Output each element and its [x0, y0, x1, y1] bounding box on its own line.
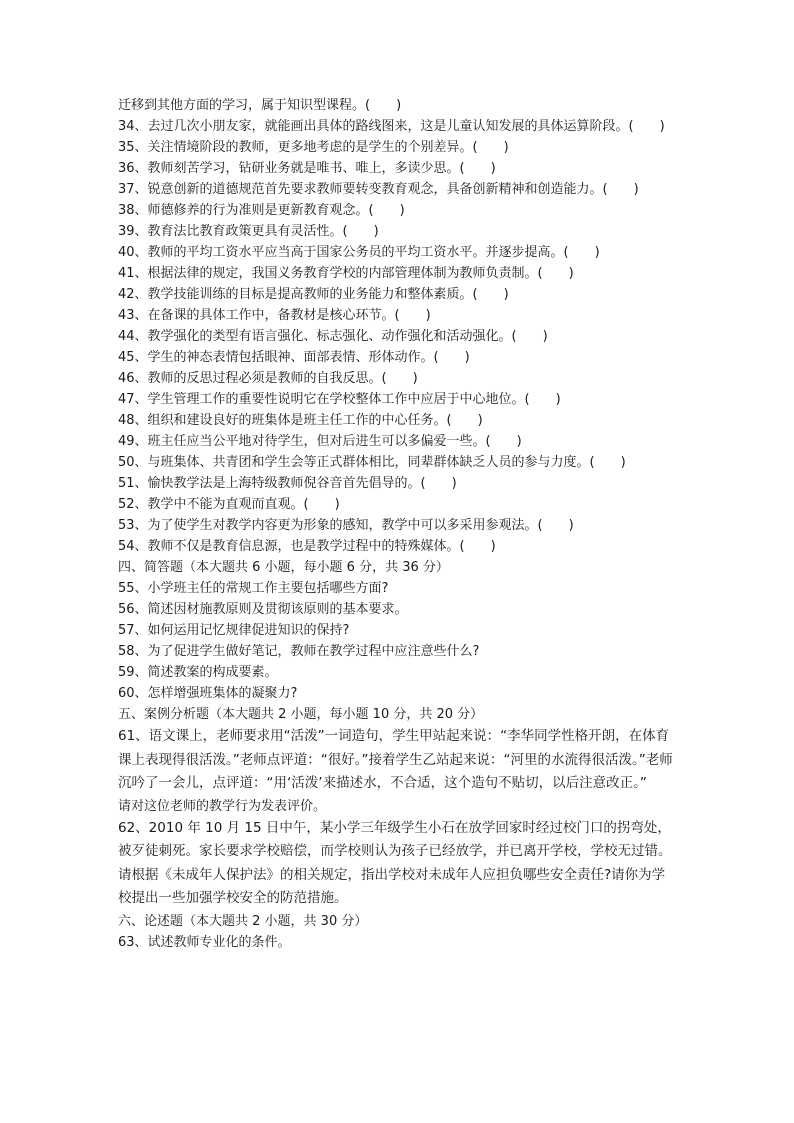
section-heading-case-analysis: 五、案例分析题（本大题共 2 小题，每小题 10 分，共 20 分） [118, 707, 484, 722]
question-45: 45、学生的神态表情包括眼神、面部表情、形体动作。( ) [118, 350, 470, 365]
question-40: 40、教师的平均工资水平应当高于国家公务员的平均工资水平。并逐步提高。( ) [118, 245, 600, 260]
question-42: 42、教学技能训练的目标是提高教师的业务能力和整体素质。( ) [118, 287, 509, 302]
question-50: 50、与班集体、共青团和学生会等正式群体相比，同辈群体缺乏人员的参与力度。( ) [118, 455, 626, 470]
question-47: 47、学生管理工作的重要性说明它在学校整体工作中应居于中心地位。( ) [118, 392, 561, 407]
question-61-prompt: 请对这位老师的教学行为发表评价。 [118, 798, 327, 814]
question-48: 48、组织和建设良好的班集体是班主任工作的中心任务。( ) [118, 413, 483, 428]
question-43: 43、在备课的具体工作中，备教材是核心环节。( ) [118, 308, 431, 323]
question-39: 39、教育法比教育政策更具有灵活性。( ) [118, 224, 379, 239]
question-52: 52、教学中不能为直观而直观。( ) [118, 497, 340, 512]
question-59: 59、简述教案的构成要素。 [118, 665, 278, 680]
question-54: 54、教师不仅是教育信息源，也是教学过程中的特殊媒体。( ) [118, 539, 496, 554]
question-51: 51、愉快教学法是上海特级教师倪谷音首先倡导的。( ) [118, 476, 457, 491]
question-56: 56、简述因材施教原则及贯彻该原则的基本要求。 [118, 602, 408, 617]
question-35: 35、关注情境阶段的教师，更多地考虑的是学生的个别差异。( ) [118, 140, 509, 155]
question-33-tail: 迁移到其他方面的学习，属于知识型课程。( ) [118, 98, 402, 113]
question-60: 60、怎样增强班集体的凝聚力? [118, 686, 298, 701]
question-46: 46、教师的反思过程必须是教师的自我反思。( ) [118, 371, 418, 386]
section-heading-short-answer: 四、简答题（本大题共 6 小题，每小题 6 分，共 36 分） [118, 560, 449, 575]
question-36: 36、教师刻苦学习，钻研业务就是唯书、唯上，多读少思。( ) [118, 161, 496, 176]
question-58: 58、为了促进学生做好笔记，教师在教学过程中应注意些什么? [118, 644, 480, 659]
question-38: 38、师德修养的行为准则是更新教育观念。( ) [118, 203, 405, 218]
question-63: 63、试述教师专业化的条件。 [118, 934, 291, 950]
question-57: 57、如何运用记忆规律促进知识的保持? [118, 623, 350, 638]
document-page [118, 95, 678, 953]
question-55: 55、小学班主任的常规工作主要包括哪些方面? [118, 581, 389, 596]
question-62: 62、2010 年 10 月 15 日中午，某小学三年级学生小石在放学回家时经过校门口的拐弯处，被歹徒刺死。家长要求学校赔偿，而学校则认为孩子已经放学，并已离开学校，学校无过错。 [118, 819, 672, 859]
question-41: 41、根据法律的规定，我国义务教育学校的内部管理体制为教师负责制。( ) [118, 266, 574, 281]
section-heading-essay: 六、论述题（本大题共 2 小题，共 30 分） [118, 913, 368, 929]
question-49: 49、班主任应当公平地对待学生，但对后进生可以多偏爱一些。( ) [118, 434, 522, 449]
question-44: 44、教学强化的类型有语言强化、标志强化、动作强化和活动强化。( ) [118, 329, 548, 344]
question-37: 37、锐意创新的道德规范首先要求教师要转变教育观念，具备创新精神和创造能力。( ) [118, 182, 639, 197]
question-61: 61、语文课上，老师要求用“活泼”一词造句，学生甲站起来说：“李华同学性格开朗，在体育课上表现得很活泼。”老师点评道：“很好。”接着学生乙站起来说：“河里的水流得很活泼。”老师沉吟了一会儿，点评道：“用‘活泼’来描述水，不合适，这个造句不贴切，以后注意改正。” [118, 728, 673, 791]
question-53: 53、为了使学生对教学内容更为形象的感知，教学中可以多采用参观法。( ) [118, 518, 574, 533]
question-34: 34、去过几次小朋友家，就能画出具体的路线图来，这是儿童认知发展的具体运算阶段。( ) [118, 119, 665, 134]
question-62-prompt: 请根据《未成年人保护法》的相关规定，指出学校对未成年人应担负哪些安全责任?请你为学校提出一些加强学校安全的防范措施。 [118, 866, 666, 906]
